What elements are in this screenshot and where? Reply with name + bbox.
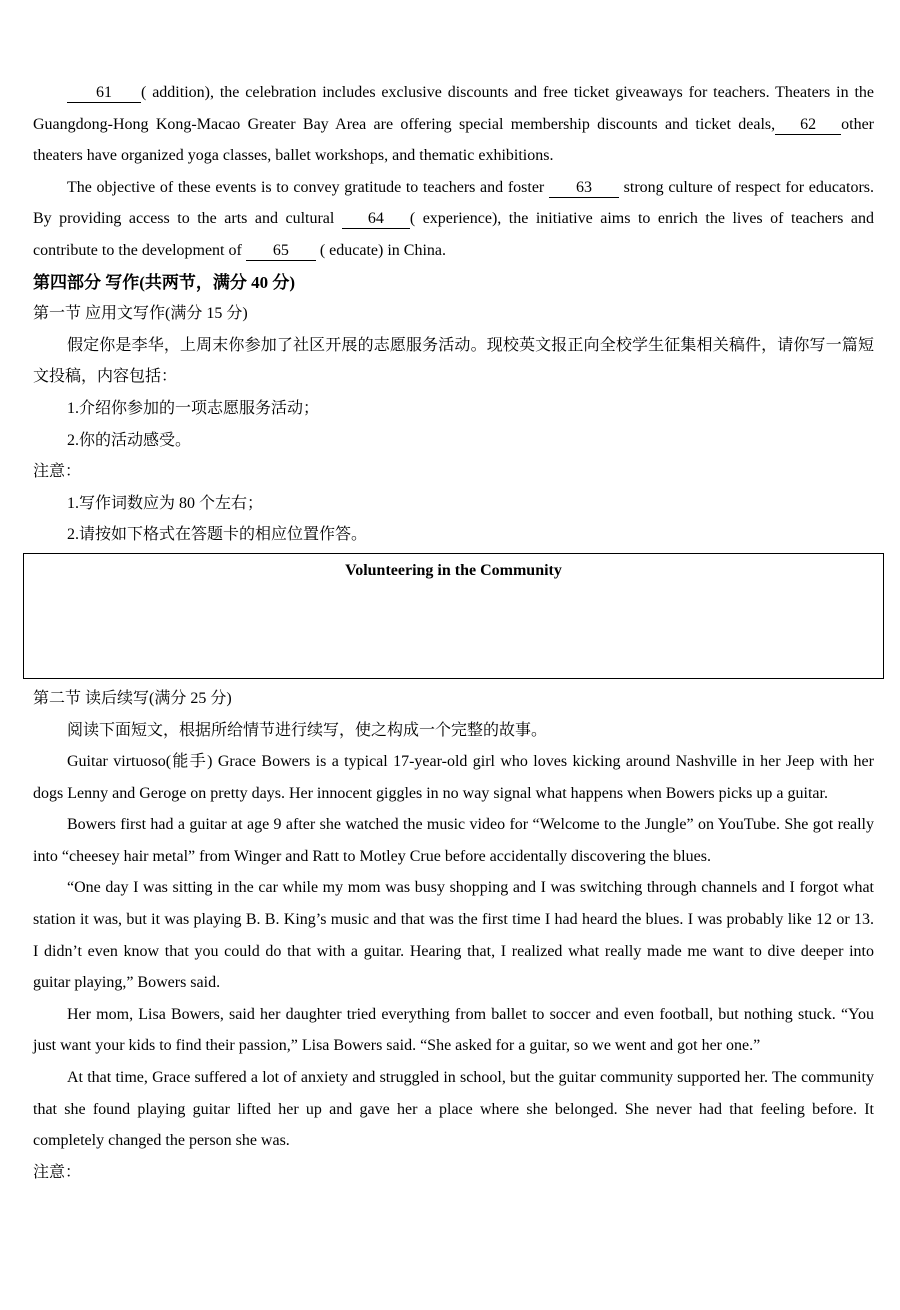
section1-prompt: 假定你是李华，上周末你参加了社区开展的志愿服务活动。现校英文报正向全校学生征集相关稿件，请你写一篇短文投稿，内容包括： (33, 336, 874, 386)
section2-title: 第二节 读后续写(满分 25 分) (33, 689, 232, 707)
story-paragraph-3: “One day I was sitting in the car while my mom was busy shopping and I was switching through channels and I forgot what station it was, but it was playing B. B. King’s music and that was the first time I had heard the blues. I was probably like 12 or 13. I didn’t even know that you could do that with a guitar. Hearing that, I realized what really made me want to dive deeper into guitar playing,” Bowers said. (33, 879, 874, 992)
text: ( experience), the initiative aims to enrich the lives of teachers and contribute to the development of (33, 210, 875, 259)
text: ( educate) in China. (319, 241, 446, 259)
blank-61[interactable]: 61 (67, 84, 141, 103)
section2-prompt: 阅读下面短文，根据所给情节进行续写，使之构成一个完整的故事。 (67, 721, 548, 739)
blank-65[interactable]: 65 (246, 242, 316, 261)
section1-title: 第一节 应用文写作(满分 15 分) (33, 305, 248, 323)
exam-page (33, 77, 874, 1188)
section1-note-1: 1.写作词数应为 80 个左右； (67, 494, 264, 512)
section2-note-label: 注意： (33, 1163, 82, 1181)
text: strong culture of respect for educators. By providing access to the arts and cultural (33, 178, 875, 228)
text: other theaters have organized yoga classes, ballet workshops, and thematic exhibitions. (33, 115, 874, 165)
section1-item-1: 1.介绍你参加的一项志愿服务活动； (67, 399, 320, 417)
story-paragraph-5: At that time, Grace suffered a lot of anxiety and struggled in school, but the guitar community supported her. The community that she found playing guitar lifted her up and gave her a place where she belonged. She never had that feeling before. It completely changed the person she was. (33, 1069, 874, 1150)
cloze-paragraph-2 (33, 172, 874, 267)
cloze-paragraph-1 (33, 77, 874, 172)
section1-item-2: 2.你的活动感受。 (67, 431, 192, 449)
blank-63[interactable]: 63 (549, 179, 619, 198)
blank-62[interactable]: 62 (775, 116, 841, 135)
text: ( addition), the celebration includes exclusive discounts and free ticket giveaways for teachers. Theaters in the Guangdong-Hong Kong-Macao Greater Bay Area are offering special membership discounts and ticket deals, (33, 84, 874, 133)
part4-title: 第四部分 写作(共两节，满分 40 分) (33, 272, 296, 292)
answer-box[interactable] (23, 553, 884, 679)
answer-box-title: Volunteering in the Community (345, 561, 562, 579)
section1-note-label: 注意： (33, 463, 82, 481)
section1-note-2: 2.请按如下格式在答题卡的相应位置作答。 (67, 526, 368, 544)
story-paragraph-2: Bowers first had a guitar at age 9 after she watched the music video for “Welcome to the Jungle” on YouTube. She got really into “cheesey hair metal” from Winger and Ratt to Motley Crue before accidentally discovering the blues. (33, 816, 874, 865)
text: The objective of these events is to convey gratitude to teachers and foster (67, 178, 545, 196)
story-paragraph-1: Guitar virtuoso(能手) Grace Bowers is a typical 17-year-old girl who loves kicking around Nashville in her Jeep with her dogs Lenny and Geroge on pretty days. Her innocent giggles in no way signal what happens when Bowers picks up a guitar. (33, 753, 874, 802)
story-paragraph-4: Her mom, Lisa Bowers, said her daughter tried everything from ballet to soccer and even football, but nothing stuck. “You just want your kids to find their passion,” Lisa Bowers said. “She asked for a guitar, so we went and got her one.” (33, 1005, 874, 1055)
blank-64[interactable]: 64 (342, 210, 410, 229)
